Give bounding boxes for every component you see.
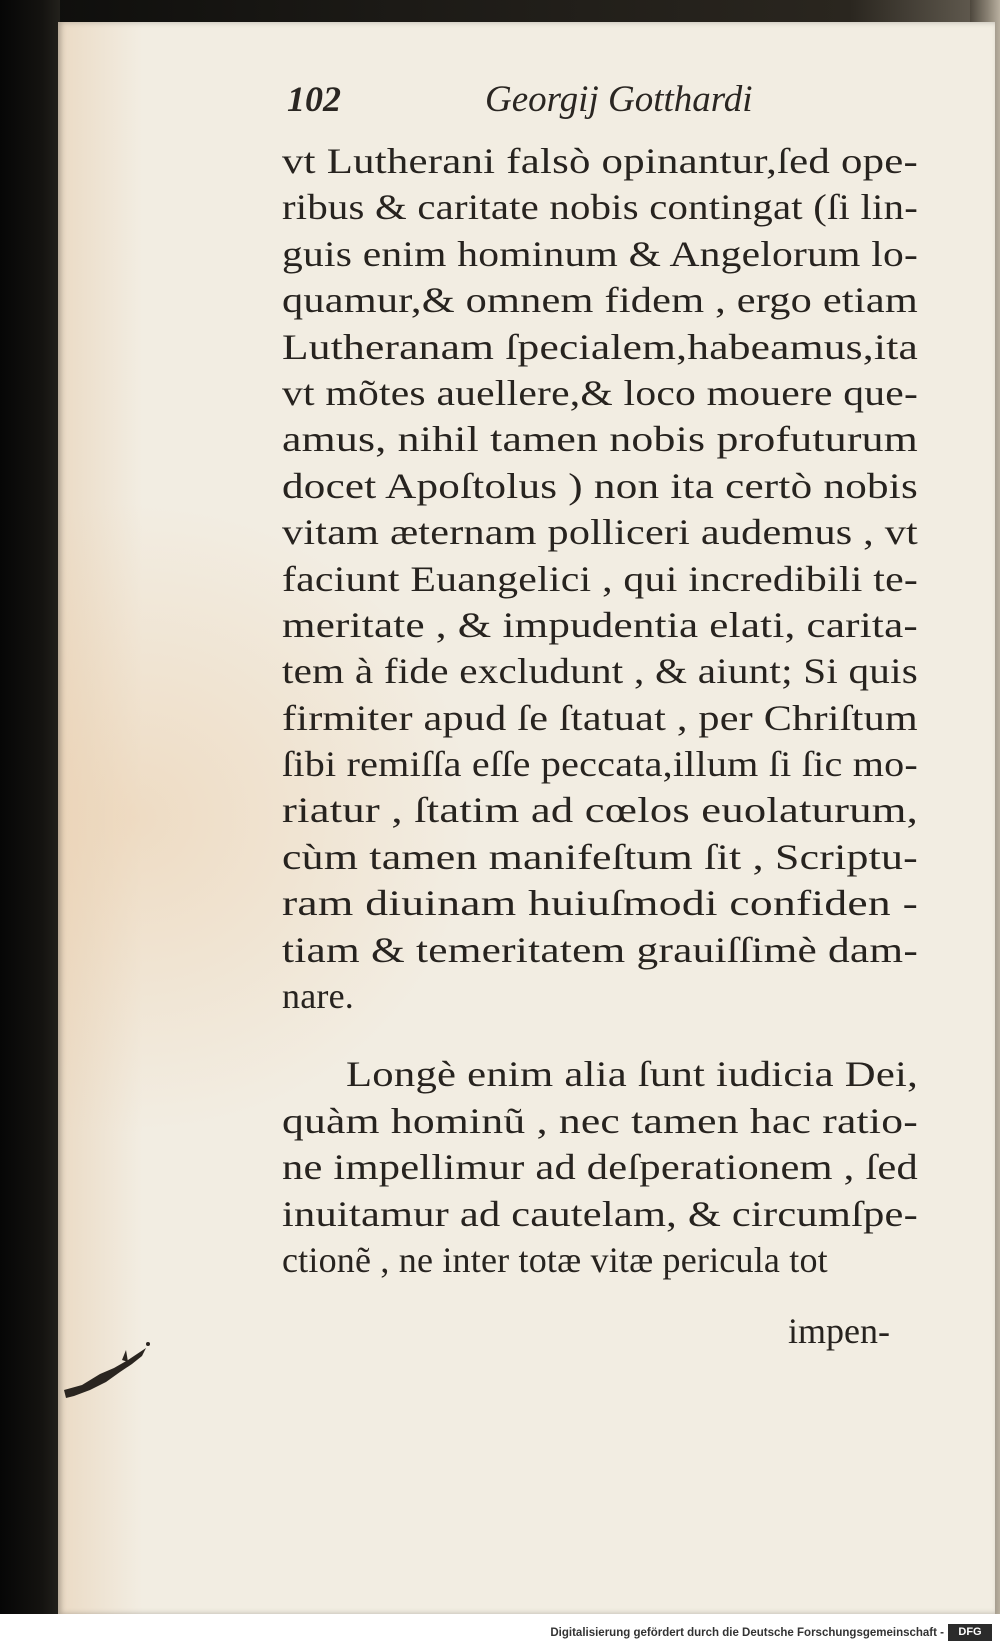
text-line: amus, nihil tamen nobis profuturum <box>282 419 918 460</box>
scan-background-top <box>0 0 1000 22</box>
text-line: vt Lutherani falsò opinantur,ſed ope- <box>282 141 918 181</box>
text-line: Lutheranam ſpecialem,habeamus,ita <box>282 326 919 367</box>
text-line: ſibi remiſſa eſſe peccata,illum ſi ſic mo- <box>282 744 918 785</box>
text-line: vitam æternam polliceri audemus , vt <box>282 512 918 553</box>
text-line: meritate , & impudentia elati, carita- <box>282 604 918 645</box>
text-line: faciunt Euangelici , qui incredibili te- <box>282 558 919 599</box>
text-line: docet Apoſtolus ) non ita certò nobis <box>282 465 918 506</box>
running-head <box>287 78 757 128</box>
catchword: impen- <box>788 1311 890 1351</box>
text-line: quàm hominũ , nec tamen hac ratio- <box>282 1100 919 1141</box>
paragraph <box>282 1051 922 1283</box>
text-line: Longè enim alia ſunt iudicia Dei, <box>346 1054 919 1095</box>
text-line: tem à fide excludunt , & aiunt; Si quis <box>282 651 918 692</box>
running-title: Georgij Gotthardi <box>485 79 753 120</box>
body-text <box>282 138 922 1283</box>
ink-stain <box>62 1330 162 1410</box>
text-line: cùm tamen manifeſtum ſit , Scriptu- <box>282 836 918 877</box>
text-line: firmiter apud ſe ſtatuat , per Chriſtum <box>282 697 918 738</box>
text-line: guis enim hominum & Angelorum lo- <box>282 233 919 274</box>
funding-note: Digitalisierung gefördert durch die Deutsche Forschungsgemeinschaft - <box>550 1627 944 1639</box>
paragraph <box>282 138 922 1019</box>
text-line: ne impellimur ad deſperationem , ſed <box>282 1147 919 1188</box>
text-line: inuitamur ad cautelam, & circumſpe- <box>282 1193 918 1234</box>
text-line: vt mõtes auellere,& loco mouere que- <box>282 372 919 413</box>
text-line: tiam & temeritatem grauiſſimè dam- <box>282 929 918 970</box>
text-line: quamur,& omnem fidem , ergo etiam <box>282 280 919 321</box>
text-line: riatur , ſtatim ad cœlos euolaturum, <box>282 790 919 831</box>
text-line: ram diuinam huiuſmodi confiden - <box>282 883 919 924</box>
text-line: ribus & caritate nobis contingat (ſi lin- <box>282 187 918 228</box>
dfg-logo: DFG <box>948 1624 992 1641</box>
paragraph-gap <box>282 1019 922 1051</box>
text-line: ctionẽ , ne inter totæ vitæ pericula tot <box>282 1239 828 1280</box>
book-binding-edge <box>0 0 60 1645</box>
text-line: nare. <box>282 976 354 1017</box>
page-number: 102 <box>287 79 341 119</box>
